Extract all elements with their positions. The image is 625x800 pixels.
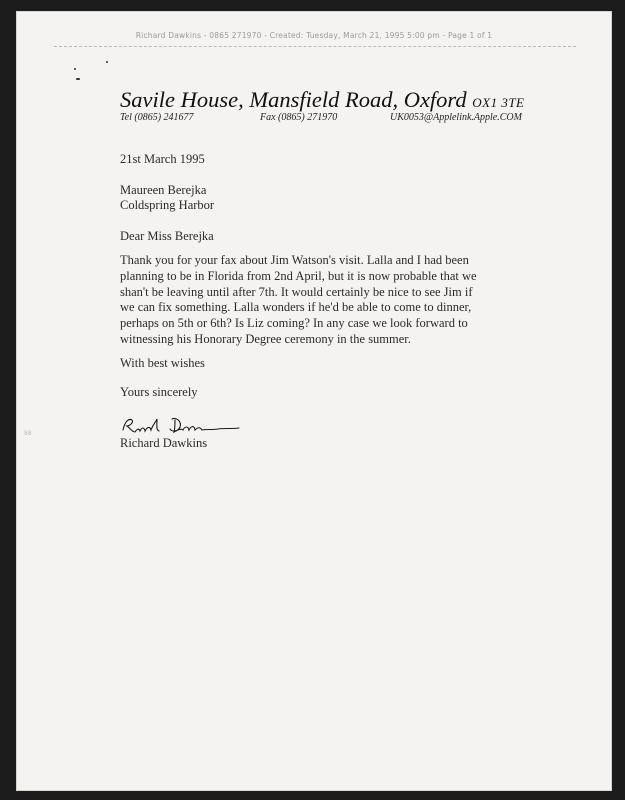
letter-date: 21st March 1995	[120, 152, 205, 166]
closing-best-wishes: With best wishes	[120, 356, 205, 370]
letterhead-street: Savile House, Mansfield Road, Oxford	[120, 87, 467, 112]
paper-speck	[106, 61, 108, 63]
letterhead-postcode: OX1 3TE	[472, 95, 525, 110]
letterhead-tel: Tel (0865) 241677	[120, 112, 194, 123]
signer-name: Richard Dawkins	[120, 436, 208, 450]
recipient-name: Maureen Berejka	[120, 183, 207, 197]
letter-body: Thank you for your fax about Jim Watson's visit. Lalla and I had been planning to be in Florida from 2nd April, but it is now probable that we shan't be leaving until after 7th. It would certainly be nice to see Jim if we can fix something. Lalla wonders if he'd be able to come to dinner, perhaps on 5th or 6th? Is Liz coming? In any case we look forward to witnessing his Honorary Degree ceremony in the summer.	[120, 253, 477, 346]
paper-speck	[74, 68, 76, 70]
handwritten-signature	[120, 415, 250, 437]
letterhead-address	[120, 87, 524, 113]
letterhead-email: UK0053@Applelink.Apple.COM	[390, 112, 522, 123]
recipient-location: Coldspring Harbor	[120, 198, 215, 212]
salutation: Dear Miss Berejka	[120, 229, 214, 243]
closing-yours-sincerely: Yours sincerely	[120, 385, 198, 399]
fax-header: Richard Dawkins - 0865 271970 - Created: Tuesday, March 21, 1995 5:00 pm - Page 1 of 1	[135, 31, 493, 40]
letterhead-fax: Fax (0865) 271970	[260, 112, 338, 123]
margin-mark: 88	[24, 430, 32, 437]
fax-header-divider	[54, 46, 576, 47]
paper-speck	[76, 78, 80, 80]
letter-page	[16, 11, 612, 791]
